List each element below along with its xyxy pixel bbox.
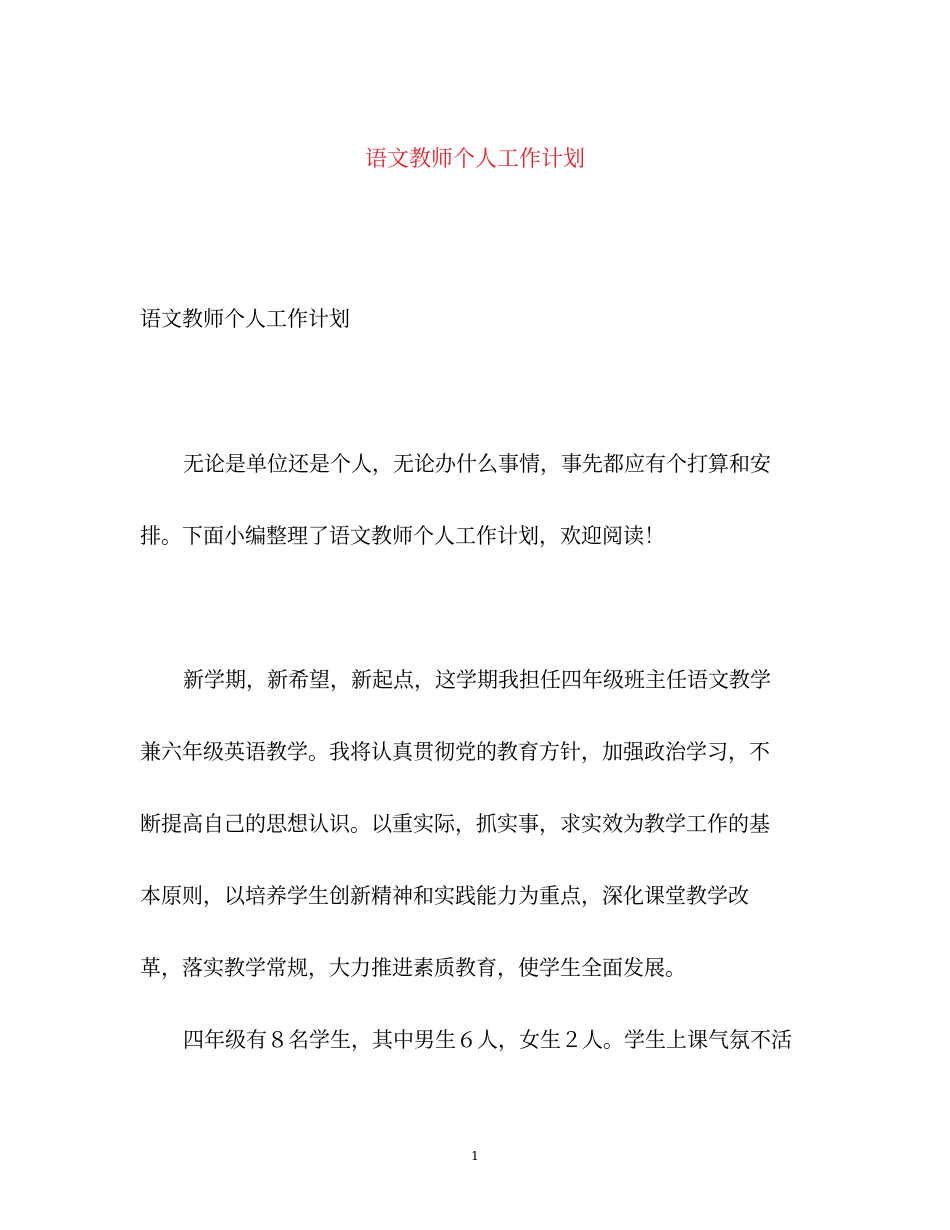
paragraph-line: 兼六年级英语教学。我将认真贯彻党的教育方针，加强政治学习，不	[140, 740, 770, 764]
paragraph-line: 革，落实教学常规，大力推进素质教育，使学生全面发展。	[140, 956, 686, 980]
paragraph-line: 排。下面小编整理了语文教师个人工作计划，欢迎阅读！	[140, 524, 665, 548]
page-number: 1	[471, 1149, 479, 1163]
paragraph-line: 新学期，新希望，新起点，这学期我担任四年级班主任语文教学	[183, 668, 771, 692]
document-title: 语文教师个人工作计划	[364, 147, 585, 172]
document-subtitle: 语文教师个人工作计划	[140, 307, 350, 331]
paragraph-line: 四年级有８名学生，其中男生６人，女生２人。学生上课气氛不活	[183, 1028, 792, 1052]
paragraph-line: 本原则，以培养学生创新精神和实践能力为重点，深化课堂教学改	[140, 884, 749, 908]
paragraph-line: 无论是单位还是个人，无论办什么事情，事先都应有个打算和安	[183, 452, 771, 476]
paragraph-line: 断提高自己的思想认识。以重实际，抓实事，求实效为教学工作的基	[140, 812, 770, 836]
